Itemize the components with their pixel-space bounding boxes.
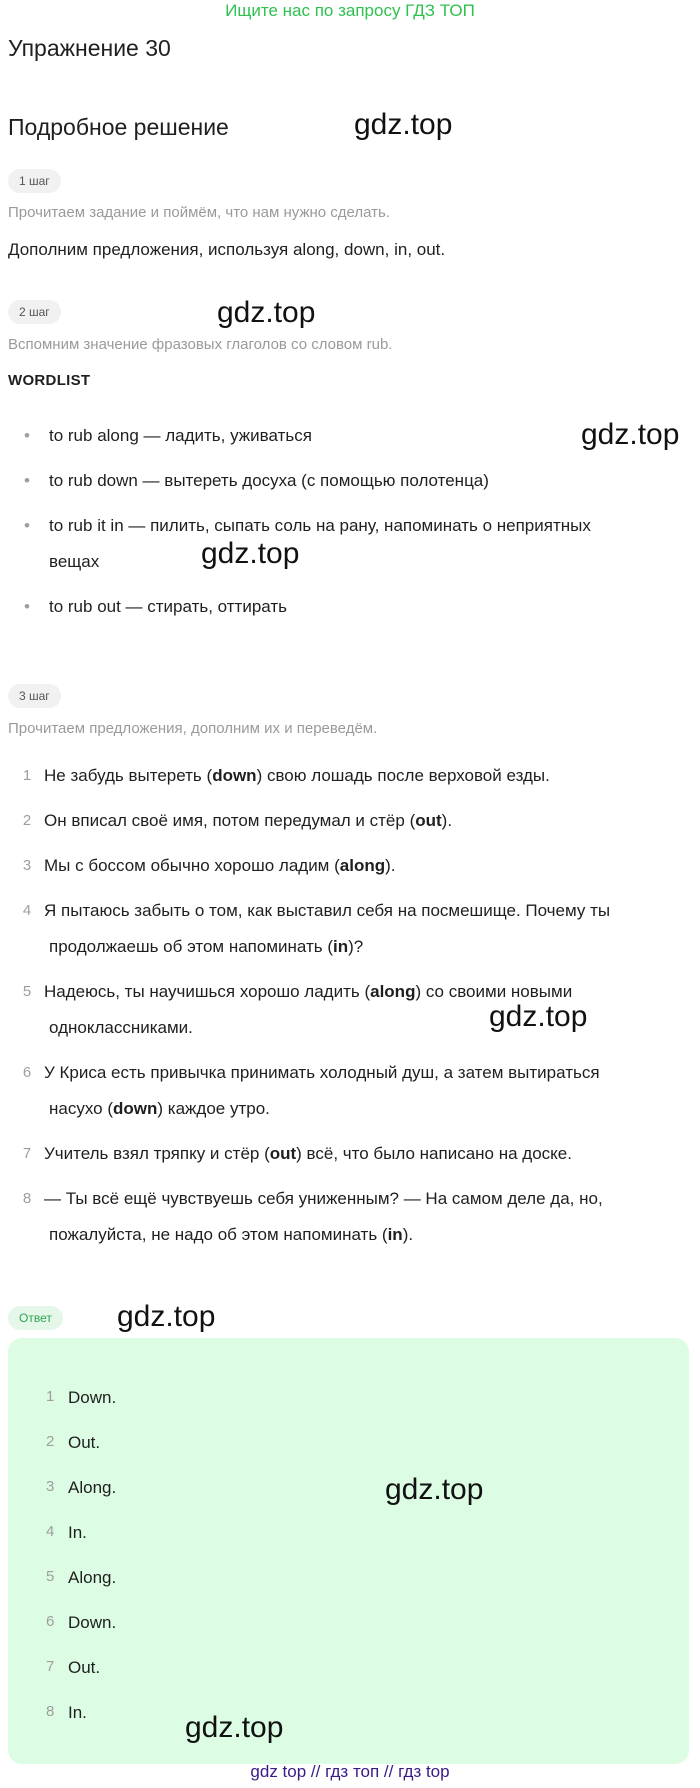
sentence-text: ). <box>385 856 396 875</box>
sentence-number: 7 <box>22 1145 32 1162</box>
step-1-badge: 1 шаг <box>8 169 61 193</box>
answer-word: down <box>212 766 257 785</box>
promo-banner[interactable]: Ищите нас по запросу ГДЗ ТОП <box>225 1 475 20</box>
step-2-badge: 2 шаг <box>8 300 61 324</box>
wordlist-label: WORDLIST <box>8 372 91 389</box>
sentence-item <box>20 893 680 965</box>
sentence-number: 4 <box>22 902 32 919</box>
sentence-item <box>20 1055 680 1127</box>
sentence-text: )? <box>348 937 364 956</box>
sentence-text: ) свою лошадь после верховой езды. <box>256 766 550 785</box>
wordlist-text-cont: вещах <box>49 552 100 571</box>
answer-badge: Ответ <box>8 1306 63 1330</box>
wordlist-text: to rub along — ладить, уживаться <box>49 426 312 445</box>
sentence-text: пожалуйста, не надо об этом напоминать ( <box>49 1225 388 1244</box>
wordlist-item <box>24 463 684 499</box>
sentence-text: ) со своими новыми <box>415 982 573 1001</box>
answer-item <box>46 1433 100 1453</box>
answer-text: Along. <box>68 1478 117 1497</box>
sentence-text: Мы с боссом обычно хорошо ладим ( <box>44 856 340 875</box>
answer-item <box>46 1478 116 1498</box>
answer-item <box>46 1568 116 1588</box>
watermark: gdz.top <box>117 1300 216 1333</box>
answer-word: out <box>415 811 442 830</box>
sentence-item <box>20 758 680 794</box>
answer-word: along <box>339 856 386 875</box>
solution-heading: Подробное решение <box>8 114 229 140</box>
answer-text: Down. <box>68 1613 117 1632</box>
answer-number: 5 <box>46 1568 55 1585</box>
sentence-text: — Ты всё ещё чувствуешь себя униженным? — На самом деле да, но, <box>44 1189 603 1208</box>
watermark: gdz.top <box>354 108 453 141</box>
answer-number: 1 <box>46 1388 55 1405</box>
wordlist-item <box>24 589 684 625</box>
bullet-icon: • <box>24 426 30 445</box>
answer-number: 4 <box>46 1523 55 1540</box>
watermark: gdz.top <box>185 1711 284 1744</box>
answer-text: Out. <box>68 1433 101 1452</box>
answer-number: 6 <box>46 1613 55 1630</box>
sentence-text: Я пытаюсь забыть о том, как выставил себя на посмешище. Почему ты <box>44 901 611 920</box>
sentence-number: 5 <box>22 983 32 1000</box>
wordlist-item <box>24 508 684 580</box>
watermark: gdz.top <box>217 296 316 329</box>
sentence-number: 8 <box>22 1190 32 1207</box>
sentence-text: ) всё, что было написано на доске. <box>296 1144 572 1163</box>
answer-word: in <box>333 937 349 956</box>
answer-item <box>46 1658 100 1678</box>
sentence-number: 2 <box>22 812 32 829</box>
watermark: gdz.top <box>581 418 680 451</box>
step-3-hint: Прочитаем предложения, дополним их и переведём. <box>8 720 378 737</box>
answer-number: 3 <box>46 1478 55 1495</box>
bullet-icon: • <box>24 516 30 535</box>
answer-text: In. <box>68 1523 87 1542</box>
answer-item <box>46 1703 87 1723</box>
sentence-number: 6 <box>22 1064 32 1081</box>
answer-text: In. <box>68 1703 87 1722</box>
step-1-hint: Прочитаем задание и поймём, что нам нужно сделать. <box>8 204 391 221</box>
sentence-text: Не забудь вытереть ( <box>44 766 213 785</box>
answer-item <box>46 1523 87 1543</box>
sentence-text: Учитель взял тряпку и стёр ( <box>44 1144 270 1163</box>
sentence-text: одноклассниками. <box>49 1018 193 1037</box>
answer-number: 2 <box>46 1433 55 1450</box>
answer-text: Down. <box>68 1388 117 1407</box>
sentence-item <box>20 848 680 884</box>
watermark: gdz.top <box>489 1000 588 1033</box>
wordlist-text: to rub down — вытереть досуха (с помощью полотенца) <box>49 471 489 490</box>
answer-word: in <box>387 1225 403 1244</box>
sentence-text: ) каждое утро. <box>157 1099 270 1118</box>
sentence-text: ). <box>441 811 453 830</box>
watermark: gdz.top <box>385 1473 484 1506</box>
sentence-text: продолжаешь об этом напоминать ( <box>49 937 334 956</box>
footer-links[interactable]: gdz top // гдз топ // гдз top <box>250 1762 450 1781</box>
wordlist-text: to rub out — стирать, оттирать <box>49 597 288 616</box>
answer-text: Along. <box>68 1568 117 1587</box>
wordlist-text: to rub it in — пилить, сыпать соль на рану, напоминать о неприятных <box>49 516 591 535</box>
sentence-number: 1 <box>22 767 32 784</box>
answer-number: 8 <box>46 1703 55 1720</box>
answer-item <box>46 1388 116 1408</box>
sentence-item <box>20 803 680 839</box>
sentence-text: Надеюсь, ты научишься хорошо ладить ( <box>44 982 371 1001</box>
answer-text: Out. <box>68 1658 101 1677</box>
step-1-text: Дополним предложения, используя along, down, in, out. <box>8 240 446 259</box>
sentence-number: 3 <box>22 857 32 874</box>
answer-word: down <box>113 1099 158 1118</box>
bullet-icon: • <box>24 597 30 616</box>
step-3-badge: 3 шаг <box>8 684 61 708</box>
answer-word: out <box>269 1144 297 1163</box>
sentence-text: У Криса есть привычка принимать холодный душ, а затем вытираться <box>44 1063 600 1082</box>
step-2-hint: Вспомним значение фразовых глаголов со словом rub. <box>8 336 393 353</box>
page-title: Упражнение 30 <box>8 35 171 61</box>
sentence-text: ). <box>402 1225 414 1244</box>
bullet-icon: • <box>24 471 30 490</box>
answer-word: along <box>370 982 416 1001</box>
answer-item <box>46 1613 116 1633</box>
sentence-text: Он вписал своё имя, потом передумал и стёр ( <box>44 811 416 830</box>
sentence-text: насухо ( <box>49 1099 113 1118</box>
watermark: gdz.top <box>201 537 300 570</box>
answer-number: 7 <box>46 1658 55 1675</box>
sentence-item <box>20 1181 680 1253</box>
sentence-item <box>20 1136 680 1172</box>
